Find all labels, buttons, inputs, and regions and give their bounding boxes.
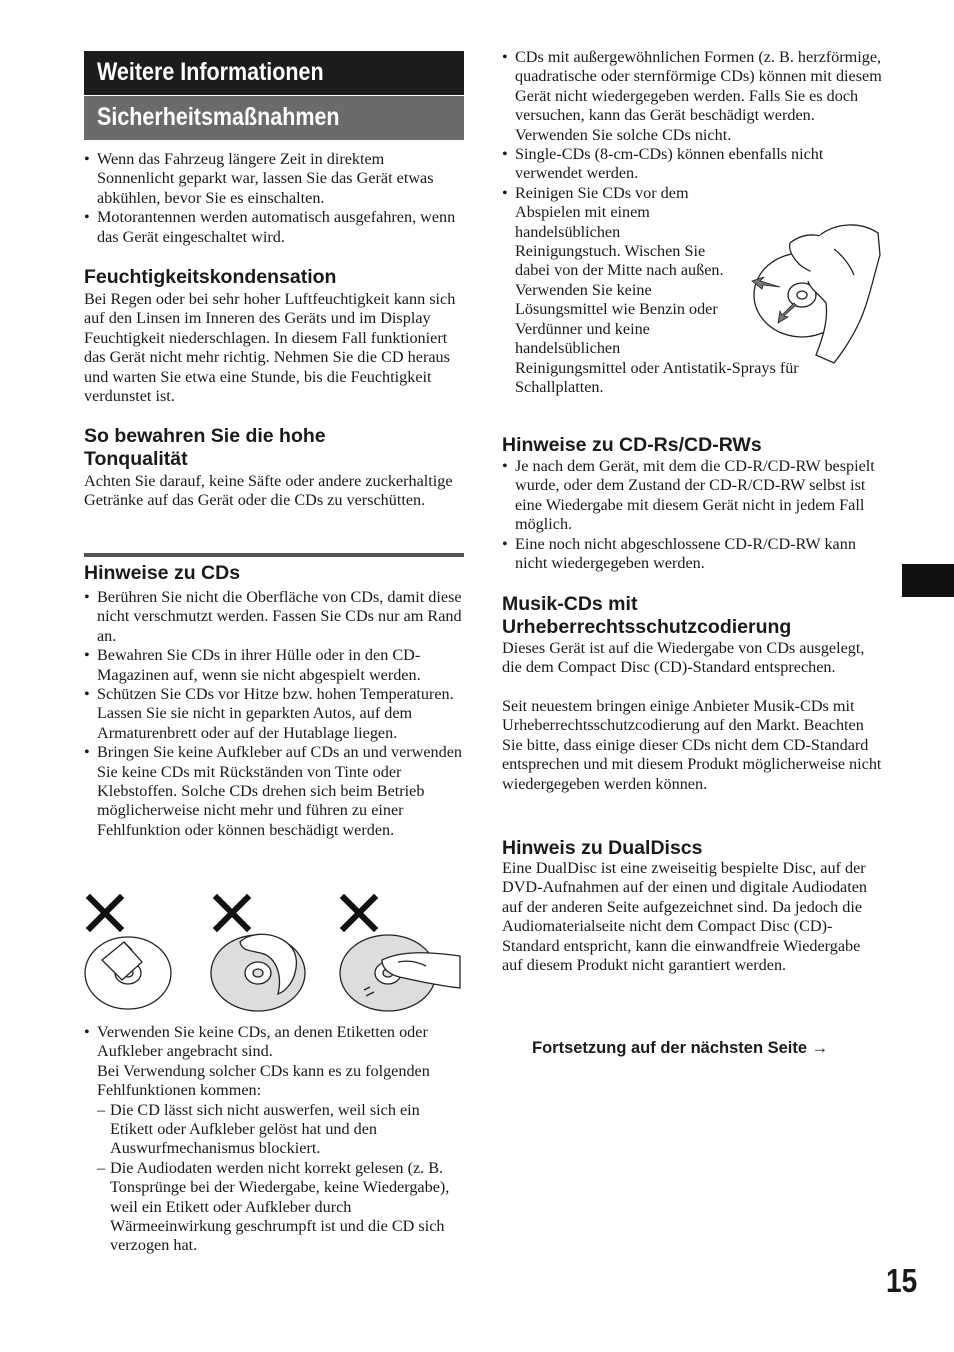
list-item: • Eine noch nicht abgeschlossene CD-R/CD-RW kann nicht wiedergegeben werden. [502,535,886,574]
clean-line: Schallplatten. [515,377,604,396]
section-banner [84,51,464,95]
prohibited-x-icon [344,898,374,928]
list-item: • Motorantennen werden automatisch ausgefahren, wenn das Gerät eingeschaltet wird. [84,208,464,247]
clean-line: Reinigungstuch. Wischen Sie [515,242,706,261]
clean-line: handelsüblichen [515,339,621,358]
continued-note: Fortsetzung auf der nächsten Seite → [532,1039,829,1057]
paragraph-feuchtigkeit: Bei Regen oder bei sehr hoher Luftfeuchtigkeit kann sich auf den Linsen im Inneren des Geräts und im Display Feuchtigkeit niederschlagen. In diesem Fall funktioniert das Gerät nicht mehr richtig. Nehmen Sie die CD heraus und warten Sie etwa eine Stunde, bis die Feuchtigkeit verdunstet ist. [84,290,456,406]
clean-line: Verwenden Sie keine [515,280,652,299]
list-item: • Single-CDs (8-cm-CDs) können ebenfalls nicht verwendet werden. [502,145,886,184]
section-tab-marker [902,564,954,597]
dash-item: – Die CD lässt sich nicht auswerfen, weil sich ein Etikett oder Aufkleber gelöst hat und den Auswurfmechanismus blockiert. [97,1101,464,1159]
cd-with-fingerprint-icon [340,935,460,1011]
heading-tonqualitaet: So bewahren Sie die hohe Tonqualität [84,425,326,470]
clean-line: handelsüblichen [515,222,621,241]
paragraph-musik-1: Dieses Gerät ist auf die Wiedergabe von CDs ausgelegt, die dem Compact Disc (CD)-Standard entsprechen. [502,639,865,677]
cds-bullet-list [84,588,464,840]
heading-feuchtigkeit: Feuchtigkeitskondensation [84,266,337,288]
clean-line: Verdünner und keine [515,319,650,338]
cd-with-residue-icon [211,934,305,1011]
list-item: • Schützen Sie CDs vor Hitze bzw. hohen Temperaturen. Lassen Sie sie nicht in geparkten Autos, auf dem Armaturenbrett oder auf der Hutablage liegen. [84,685,464,743]
list-item: • Berühren Sie nicht die Oberfläche von CDs, damit diese nicht verschmutzt werden. Fassen Sie CDs nur am Rand an. [84,588,464,646]
subsection-banner [84,96,464,140]
list-item: • Je nach dem Gerät, mit dem die CD-R/CD-RW bespielt wurde, oder dem Zustand der CD-R/CD-RW selbst ist eine Wiedergabe mit diesem Gerät nicht in jedem Fall möglich. [502,457,886,535]
dash-item: – Die Audiodaten werden nicht korrekt gelesen (z. B. Tonsprünge bei der Wiedergabe, keine Wiedergabe), weil ein Etikett oder Aufkleber durch Wärmeeinwirkung geschrumpft ist und die CD sich verzogen hat. [97,1159,464,1256]
list-item: • Bewahren Sie CDs in ihrer Hülle oder in den CD-Magazinen auf, wenn sie nicht abgespielt werden. [84,646,464,685]
clean-line: Abspielen mit einem [515,203,650,222]
label-bullet-subtext: Bei Verwendung solcher CDs kann es zu folgenden Fehlfunktionen kommen: [97,1061,430,1100]
intro-bullet-list [84,150,464,247]
clean-line: • Reinigen Sie CDs vor dem [515,183,689,202]
page-number: 15 [886,1262,918,1299]
clean-line: Reinigungsmittel oder Antistatik-Sprays für [515,358,799,377]
section-divider [84,553,464,557]
heading-cdr: Hinweise zu CD-Rs/CD-RWs [502,434,762,456]
list-item: • Wenn das Fahrzeug längere Zeit in direktem Sonnenlicht geparkt war, lassen Sie das Gerät etwas abkühlen, bevor Sie es einschalten. [84,150,464,208]
cd-with-sticker-icon [85,937,171,1009]
clean-line: dabei von der Mitte nach außen. [515,261,724,280]
list-item: • CDs mit außergewöhnlichen Formen (z. B. herzförmige, quadratische oder sternförmige CDs) können mit diesem Gerät nicht wiedergegeben werden. Falls Sie es doch versuchen, kann das Gerät beschädigt werden. Verwenden Sie solche CDs nicht. [502,48,886,145]
prohibited-x-icon [217,898,247,928]
prohibited-x-icon [90,898,120,928]
cd-warning-illustrations [82,890,464,1015]
label-bullet-list [84,1023,464,1256]
list-item: • Bringen Sie keine Aufkleber auf CDs an und verwenden Sie keine CDs mit Rückständen von Tinte oder Klebstoffen. Solche CDs drehen sich beim Betrieb möglicherweise nicht mehr und führen zu einer Fehlfunktion oder können beschädigt werden. [84,743,464,840]
paragraph-musik-2: Seit neuestem bringen einige Anbieter Musik-CDs mit Urheberrechtsschutzcodierung auf den Markt. Beachten Sie bitte, dass einige dieser CDs nicht dem CD-Standard entsprechen und mit diesem Produkt möglicherweise nicht wiedergegeben werden können. [502,697,882,793]
subsection-title: Sicherheitsmaßnahmen [97,103,340,131]
dash-list [97,1101,464,1256]
cd-cleaning-illustration [750,215,882,365]
paragraph-dualdiscs: Eine DualDisc ist eine zweiseitig bespielte Disc, auf der DVD-Aufnahmen auf der einen und digitale Audiodaten auf der anderen Seite aufgezeichnet sind. Da jedoch die Audiomaterialseite nicht dem Compact Disc (CD)-Standard entspricht, kann die einwandfreie Wiedergabe auf diesem Produkt nicht garantiert werden. [502,859,868,975]
clean-line: Lösungsmittel wie Benzin oder [515,300,718,319]
list-item [84,1023,464,1256]
heading-dualdiscs: Hinweis zu DualDiscs [502,837,703,859]
heading-hinweise-cds: Hinweise zu CDs [84,562,241,584]
heading-musik-cds: Musik-CDs mit Urheberrechtsschutzcodierung [502,593,792,638]
label-bullet-text: • Verwenden Sie keine CDs, an denen Etiketten oder Aufkleber angebracht sind. [97,1023,428,1061]
section-title: Weitere Informationen [97,58,324,86]
cdr-bullet-list [502,457,886,573]
paragraph-tonqualitaet: Achten Sie darauf, keine Säfte oder andere zuckerhaltige Getränke auf das Gerät oder die CDs zu verschütten. [84,472,453,510]
